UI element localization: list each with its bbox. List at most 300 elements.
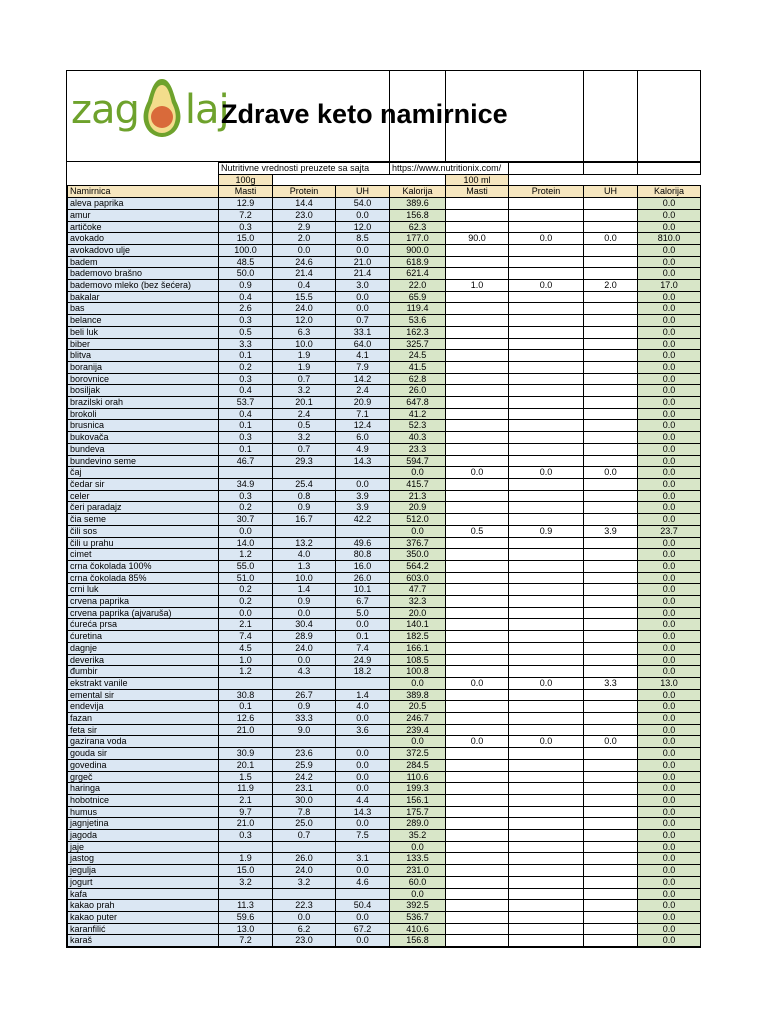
table-row	[68, 244, 701, 256]
value-cell: 0.0	[273, 654, 336, 666]
value-cell: 11.9	[219, 783, 273, 795]
value-cell	[584, 666, 638, 678]
value-cell: 26.7	[273, 689, 336, 701]
food-name-cell: beli luk	[68, 326, 219, 338]
value-cell	[446, 935, 509, 947]
value-cell: 0.0	[638, 923, 701, 935]
value-cell	[584, 572, 638, 584]
value-cell	[509, 666, 584, 678]
value-cell	[446, 537, 509, 549]
value-cell: 0.0	[638, 244, 701, 256]
value-cell: 29.3	[273, 455, 336, 467]
table-row	[68, 537, 701, 549]
value-cell: 0.0	[638, 642, 701, 654]
avocado-icon	[140, 77, 184, 144]
value-cell: 0.0	[336, 713, 390, 725]
food-name-cell: čia seme	[68, 514, 219, 526]
value-cell: 0.0	[638, 607, 701, 619]
value-cell: 133.5	[390, 853, 446, 865]
value-cell: 1.2	[219, 666, 273, 678]
value-cell: 415.7	[390, 478, 446, 490]
value-cell	[446, 806, 509, 818]
value-cell: 0.1	[219, 443, 273, 455]
value-cell: 47.7	[390, 584, 446, 596]
value-cell	[584, 631, 638, 643]
food-name-cell: artičoke	[68, 221, 219, 233]
value-cell: 0.2	[219, 584, 273, 596]
value-cell	[584, 502, 638, 514]
value-cell: 900.0	[390, 244, 446, 256]
value-cell	[509, 912, 584, 924]
value-cell	[584, 244, 638, 256]
value-cell: 0.7	[273, 830, 336, 842]
food-name-cell: đumbir	[68, 666, 219, 678]
food-name-cell: amur	[68, 209, 219, 221]
value-cell	[509, 420, 584, 432]
value-cell: 350.0	[390, 549, 446, 561]
value-cell	[584, 724, 638, 736]
food-name-cell: humus	[68, 806, 219, 818]
value-cell: 14.3	[336, 806, 390, 818]
value-cell	[446, 888, 509, 900]
value-cell: 1.0	[446, 280, 509, 292]
sheet-header	[67, 71, 700, 162]
table-row	[68, 525, 701, 537]
value-cell: 24.0	[273, 865, 336, 877]
food-name-cell: čeri paradajz	[68, 502, 219, 514]
value-cell	[446, 315, 509, 327]
value-cell: 22.3	[273, 900, 336, 912]
value-cell	[509, 514, 584, 526]
value-cell: 246.7	[390, 713, 446, 725]
value-cell	[446, 350, 509, 362]
value-cell: 1.9	[273, 350, 336, 362]
value-cell	[273, 677, 336, 689]
table-row	[68, 912, 701, 924]
value-cell: 0.0	[638, 830, 701, 842]
value-cell: 34.9	[219, 478, 273, 490]
value-cell	[584, 923, 638, 935]
value-cell: 0.0	[638, 654, 701, 666]
value-cell: 156.8	[390, 935, 446, 947]
value-cell: 231.0	[390, 865, 446, 877]
column-header: Protein	[273, 186, 336, 198]
value-cell	[584, 514, 638, 526]
food-name-cell: crni luk	[68, 584, 219, 596]
table-row	[68, 291, 701, 303]
value-cell	[446, 619, 509, 631]
value-cell: 11.3	[219, 900, 273, 912]
value-cell	[584, 198, 638, 210]
value-cell: 90.0	[446, 233, 509, 245]
table-row	[68, 221, 701, 233]
value-cell: 0.9	[273, 502, 336, 514]
value-cell: 0.0	[638, 198, 701, 210]
table-row	[68, 502, 701, 514]
food-name-cell: biber	[68, 338, 219, 350]
value-cell: 49.6	[336, 537, 390, 549]
value-cell: 0.0	[638, 572, 701, 584]
value-cell: 376.7	[390, 537, 446, 549]
value-cell	[446, 268, 509, 280]
value-cell	[584, 771, 638, 783]
value-cell: 0.9	[273, 596, 336, 608]
value-cell	[446, 291, 509, 303]
value-cell	[584, 420, 638, 432]
value-cell	[584, 830, 638, 842]
value-cell	[509, 701, 584, 713]
value-cell: 2.6	[219, 303, 273, 315]
value-cell	[509, 923, 584, 935]
column-header-row	[68, 186, 701, 198]
value-cell: 0.0	[638, 350, 701, 362]
value-cell: 7.8	[273, 806, 336, 818]
value-cell: 6.2	[273, 923, 336, 935]
value-cell: 7.4	[219, 631, 273, 643]
value-cell	[584, 221, 638, 233]
value-cell: 2.9	[273, 221, 336, 233]
food-name-cell: ćureća prsa	[68, 619, 219, 631]
value-cell: 3.1	[336, 853, 390, 865]
food-name-cell: brokoli	[68, 408, 219, 420]
value-cell	[446, 631, 509, 643]
value-cell: 0.0	[336, 619, 390, 631]
value-cell: 0.0	[638, 361, 701, 373]
value-cell	[446, 432, 509, 444]
value-cell	[446, 783, 509, 795]
value-cell: 6.0	[336, 432, 390, 444]
value-cell	[509, 619, 584, 631]
value-cell: 16.0	[336, 560, 390, 572]
value-cell	[509, 783, 584, 795]
table-row	[68, 865, 701, 877]
table-row	[68, 233, 701, 245]
table-row	[68, 841, 701, 853]
value-cell: 33.3	[273, 713, 336, 725]
value-cell: 24.5	[390, 350, 446, 362]
value-cell: 0.0	[390, 467, 446, 479]
value-cell: 325.7	[390, 338, 446, 350]
source-label: Nutritivne vrednosti preuzete sa sajta	[219, 163, 390, 175]
food-name-cell: brusnica	[68, 420, 219, 432]
value-cell: 3.3	[219, 338, 273, 350]
value-cell	[446, 748, 509, 760]
value-cell: 0.0	[638, 560, 701, 572]
value-cell	[584, 537, 638, 549]
value-cell	[509, 443, 584, 455]
value-cell	[509, 853, 584, 865]
value-cell: 26.0	[273, 853, 336, 865]
food-name-cell: blitva	[68, 350, 219, 362]
value-cell: 7.2	[219, 209, 273, 221]
value-cell: 30.8	[219, 689, 273, 701]
value-cell	[509, 326, 584, 338]
value-cell: 65.9	[390, 291, 446, 303]
value-cell	[584, 549, 638, 561]
value-cell: 0.3	[219, 830, 273, 842]
value-cell: 0.0	[336, 771, 390, 783]
value-cell	[584, 338, 638, 350]
value-cell	[509, 806, 584, 818]
table-row	[68, 783, 701, 795]
value-cell	[446, 303, 509, 315]
value-cell: 21.0	[219, 724, 273, 736]
value-cell: 48.5	[219, 256, 273, 268]
table-row	[68, 923, 701, 935]
value-cell	[446, 818, 509, 830]
value-cell: 0.0	[638, 432, 701, 444]
table-row	[68, 198, 701, 210]
value-cell	[509, 759, 584, 771]
value-cell: 1.2	[219, 549, 273, 561]
table-row	[68, 514, 701, 526]
value-cell	[509, 584, 584, 596]
value-cell: 2.1	[219, 619, 273, 631]
value-cell	[509, 607, 584, 619]
value-cell: 0.0	[638, 701, 701, 713]
value-cell	[219, 467, 273, 479]
table-row	[68, 666, 701, 678]
value-cell	[219, 736, 273, 748]
value-cell: 7.4	[336, 642, 390, 654]
value-cell: 14.4	[273, 198, 336, 210]
value-cell	[336, 525, 390, 537]
value-cell: 21.0	[219, 818, 273, 830]
table-row	[68, 490, 701, 502]
food-name-cell: endevija	[68, 701, 219, 713]
value-cell	[446, 689, 509, 701]
value-cell	[584, 443, 638, 455]
value-cell: 100.8	[390, 666, 446, 678]
value-cell: 0.0	[638, 478, 701, 490]
table-body	[68, 186, 701, 947]
value-cell: 24.0	[273, 303, 336, 315]
food-name-cell: bundeva	[68, 443, 219, 455]
value-cell	[509, 841, 584, 853]
value-cell	[446, 385, 509, 397]
value-cell: 0.0	[638, 818, 701, 830]
value-cell: 0.7	[273, 373, 336, 385]
value-cell	[509, 209, 584, 221]
value-cell	[336, 467, 390, 479]
value-cell	[446, 221, 509, 233]
table-row	[68, 315, 701, 327]
table-row	[68, 572, 701, 584]
table-row	[68, 713, 701, 725]
value-cell: 0.0	[584, 467, 638, 479]
value-cell: 0.0	[638, 584, 701, 596]
value-cell: 536.7	[390, 912, 446, 924]
value-cell: 51.0	[219, 572, 273, 584]
value-cell: 0.0	[638, 490, 701, 502]
value-cell: 10.0	[273, 338, 336, 350]
value-cell	[509, 455, 584, 467]
value-cell: 23.7	[638, 525, 701, 537]
value-cell: 0.0	[446, 677, 509, 689]
food-name-cell: bukovača	[68, 432, 219, 444]
food-name-cell: čili sos	[68, 525, 219, 537]
value-cell: 0.0	[336, 291, 390, 303]
value-cell	[446, 502, 509, 514]
value-cell	[584, 256, 638, 268]
value-cell	[446, 853, 509, 865]
value-cell: 0.0	[336, 865, 390, 877]
table-row	[68, 268, 701, 280]
food-name-cell: ćuretina	[68, 631, 219, 643]
value-cell	[273, 736, 336, 748]
value-cell: 4.5	[219, 642, 273, 654]
value-cell	[446, 560, 509, 572]
table-row	[68, 209, 701, 221]
value-cell: 24.0	[273, 642, 336, 654]
value-cell	[509, 549, 584, 561]
value-cell	[446, 596, 509, 608]
value-cell: 41.5	[390, 361, 446, 373]
value-cell	[509, 490, 584, 502]
value-cell: 0.2	[219, 361, 273, 373]
value-cell: 3.2	[219, 876, 273, 888]
value-cell: 603.0	[390, 572, 446, 584]
table-row	[68, 900, 701, 912]
value-cell: 0.0	[336, 783, 390, 795]
food-name-cell: boranija	[68, 361, 219, 373]
table-row	[68, 806, 701, 818]
table-row	[68, 748, 701, 760]
value-cell	[219, 677, 273, 689]
value-cell: 0.0	[638, 537, 701, 549]
value-cell: 13.0	[219, 923, 273, 935]
table-row	[68, 350, 701, 362]
value-cell: 21.0	[336, 256, 390, 268]
value-cell	[509, 818, 584, 830]
value-cell	[584, 385, 638, 397]
value-cell: 14.3	[336, 455, 390, 467]
table-row	[68, 759, 701, 771]
table-row	[68, 303, 701, 315]
value-cell: 0.0	[638, 900, 701, 912]
food-name-cell: feta sir	[68, 724, 219, 736]
value-cell: 62.8	[390, 373, 446, 385]
table-row	[68, 596, 701, 608]
value-cell: 22.0	[390, 280, 446, 292]
value-cell: 156.1	[390, 794, 446, 806]
value-cell: 0.0	[509, 467, 584, 479]
unit-100ml: 100 ml	[446, 174, 509, 186]
value-cell	[584, 268, 638, 280]
value-cell	[509, 385, 584, 397]
value-cell: 3.9	[584, 525, 638, 537]
value-cell: 0.4	[219, 291, 273, 303]
food-name-cell: kakao prah	[68, 900, 219, 912]
value-cell: 0.0	[509, 233, 584, 245]
table-row	[68, 397, 701, 409]
food-name-cell: aleva paprika	[68, 198, 219, 210]
value-cell: 1.9	[273, 361, 336, 373]
value-cell	[446, 361, 509, 373]
food-name-cell: haringa	[68, 783, 219, 795]
food-name-cell: jogurt	[68, 876, 219, 888]
value-cell: 0.0	[638, 408, 701, 420]
value-cell: 392.5	[390, 900, 446, 912]
table-row	[68, 584, 701, 596]
value-cell	[509, 560, 584, 572]
food-name-cell: karaš	[68, 935, 219, 947]
value-cell: 0.0	[638, 420, 701, 432]
value-cell	[584, 560, 638, 572]
value-cell: 9.0	[273, 724, 336, 736]
value-cell: 0.0	[638, 794, 701, 806]
value-cell	[509, 303, 584, 315]
value-cell: 0.0	[219, 525, 273, 537]
value-cell: 0.0	[336, 244, 390, 256]
food-name-cell: jagnjetina	[68, 818, 219, 830]
value-cell	[584, 853, 638, 865]
value-cell: 12.0	[336, 221, 390, 233]
food-name-cell: bademovo brašno	[68, 268, 219, 280]
value-cell	[336, 888, 390, 900]
value-cell	[446, 701, 509, 713]
value-cell	[509, 198, 584, 210]
food-name-cell: avokadovo ulje	[68, 244, 219, 256]
value-cell: 0.1	[336, 631, 390, 643]
value-cell	[584, 350, 638, 362]
value-cell: 0.0	[638, 748, 701, 760]
value-cell: 0.0	[638, 876, 701, 888]
value-cell	[509, 373, 584, 385]
value-cell: 564.2	[390, 560, 446, 572]
value-cell: 0.0	[390, 841, 446, 853]
logo-text-right: laj	[184, 87, 229, 133]
value-cell	[509, 315, 584, 327]
value-cell: 50.0	[219, 268, 273, 280]
value-cell	[273, 525, 336, 537]
value-cell: 0.0	[638, 373, 701, 385]
value-cell: 0.0	[638, 549, 701, 561]
value-cell	[509, 713, 584, 725]
value-cell: 0.0	[638, 397, 701, 409]
value-cell	[584, 619, 638, 631]
value-cell: 108.5	[390, 654, 446, 666]
food-name-cell: crna čokolada 100%	[68, 560, 219, 572]
table-row	[68, 631, 701, 643]
value-cell: 15.0	[219, 233, 273, 245]
value-cell: 0.9	[509, 525, 584, 537]
value-cell	[584, 408, 638, 420]
value-cell: 25.4	[273, 478, 336, 490]
food-name-cell: kafa	[68, 888, 219, 900]
value-cell: 0.0	[446, 736, 509, 748]
value-cell: 0.1	[219, 350, 273, 362]
value-cell: 20.5	[390, 701, 446, 713]
source-url: https://www.nutritionix.com/	[390, 163, 509, 175]
value-cell: 1.4	[273, 584, 336, 596]
unit-row	[68, 174, 701, 186]
value-cell: 0.0	[390, 525, 446, 537]
value-cell: 1.3	[273, 560, 336, 572]
value-cell	[584, 900, 638, 912]
value-cell: 0.0	[638, 631, 701, 643]
value-cell	[509, 350, 584, 362]
value-cell: 20.1	[219, 759, 273, 771]
value-cell	[446, 572, 509, 584]
value-cell: 7.5	[336, 830, 390, 842]
food-name-cell: govedina	[68, 759, 219, 771]
value-cell: 0.0	[638, 853, 701, 865]
value-cell	[446, 256, 509, 268]
value-cell: 284.5	[390, 759, 446, 771]
value-cell: 0.0	[638, 209, 701, 221]
value-cell: 1.9	[219, 853, 273, 865]
